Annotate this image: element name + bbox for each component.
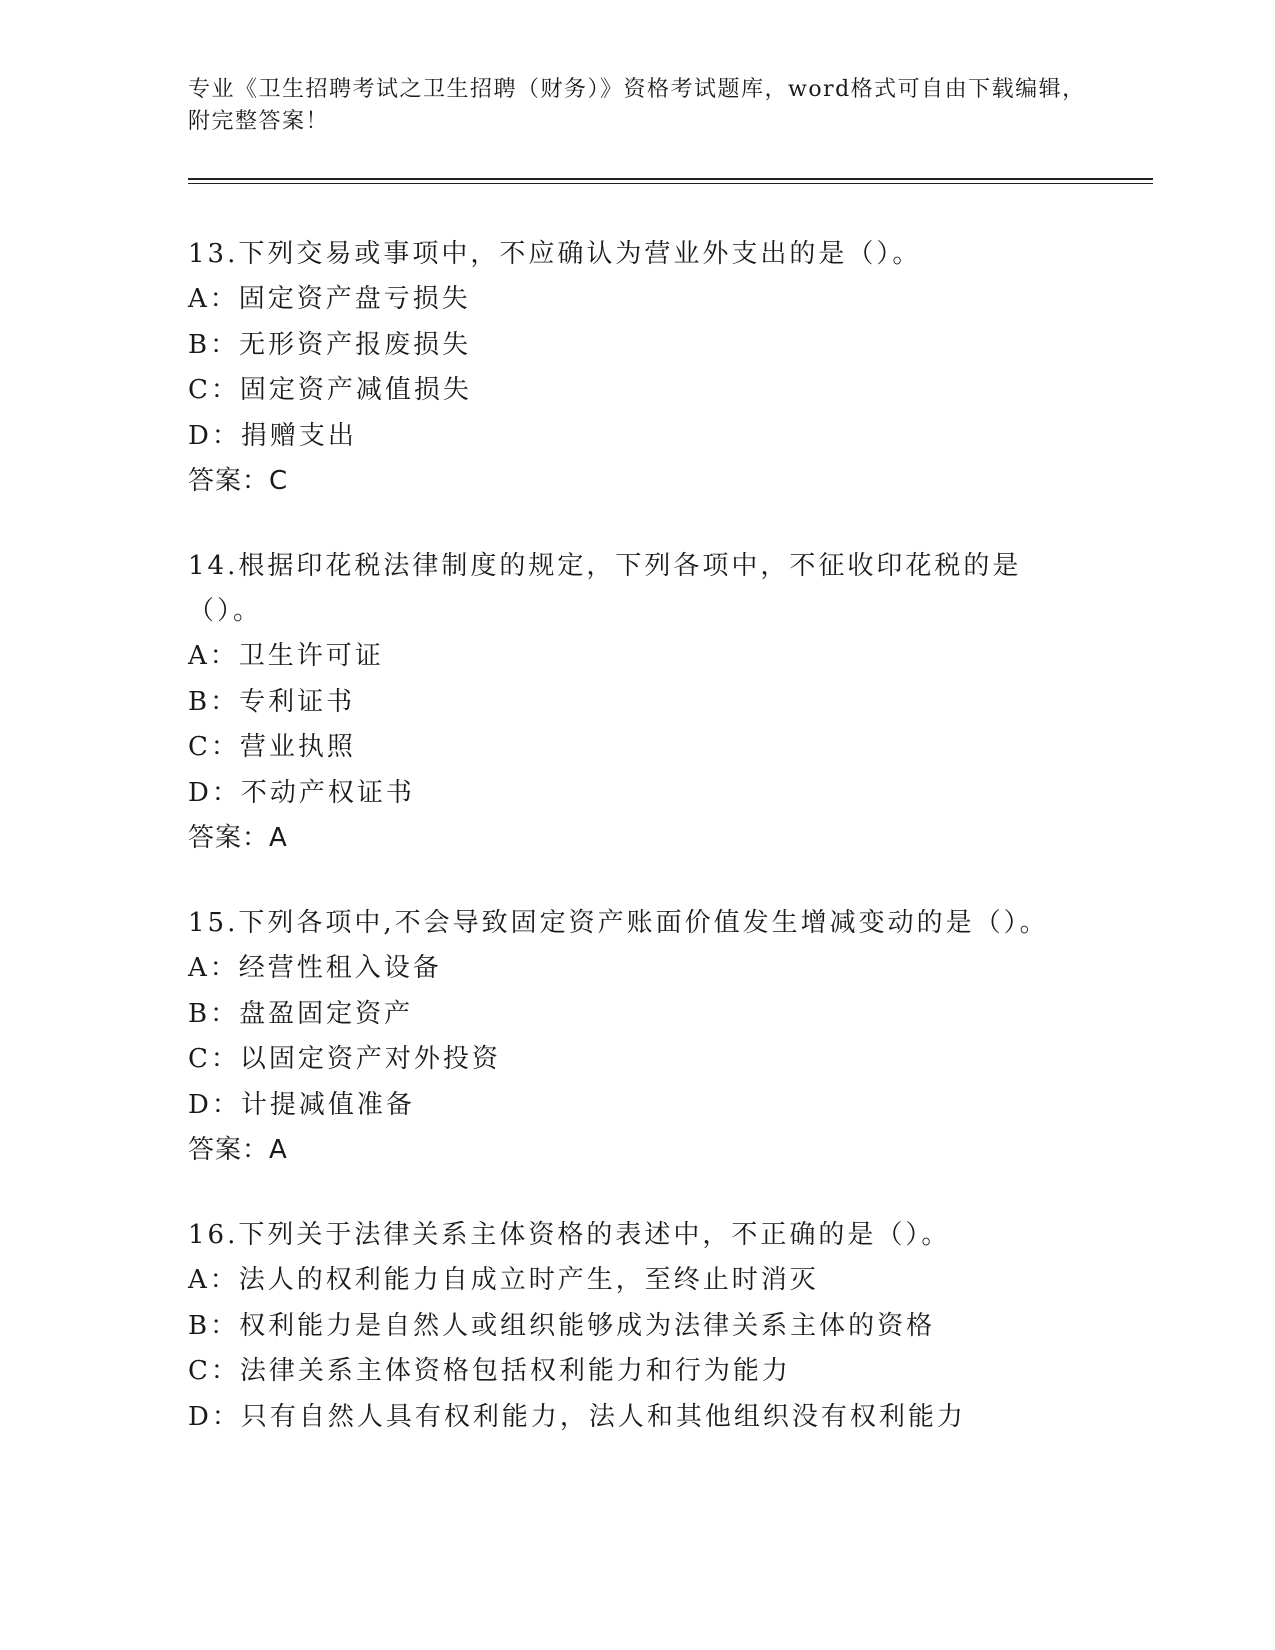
option-d: D：计提减值准备: [188, 1089, 415, 1120]
question-stem: 16.下列关于法律关系主体资格的表述中，不正确的是（）。: [188, 1220, 951, 1250]
question-stem: 15.下列各项中,不会导致固定资产账面价值发生增减变动的是（）。: [188, 908, 1049, 938]
option-a: A：卫生许可证: [188, 641, 384, 671]
option-a: A：法人的权利能力自成立时产生，至终止时消灭: [188, 1265, 819, 1295]
option-c: C：固定资产减值损失: [188, 375, 472, 405]
answer-text: 答案：C: [188, 466, 289, 496]
option-b: B：无形资产报废损失: [188, 329, 472, 360]
answer-text: 答案：A: [188, 823, 288, 853]
option-a: A：固定资产盘亏损失: [188, 284, 471, 314]
option-b: B：专利证书: [188, 686, 356, 717]
option-d: D：捐赠支出: [188, 420, 357, 451]
header-divider-thin: [188, 183, 1153, 184]
option-c: C：法律关系主体资格包括权利能力和行为能力: [188, 1356, 791, 1386]
option-c: C：以固定资产对外投资: [188, 1044, 501, 1074]
question-15: [188, 901, 1088, 1173]
question-13: [188, 232, 1088, 504]
header-divider: [188, 178, 1153, 180]
option-a: A：经营性租入设备: [188, 953, 442, 983]
option-d: D：只有自然人具有权利能力，法人和其他组织没有权利能力: [188, 1401, 966, 1432]
option-c: C：营业执照: [188, 732, 356, 762]
answer-text: 答案：A: [188, 1135, 288, 1165]
question-list: [188, 232, 1088, 1480]
question-14: [188, 544, 1088, 861]
question-stem: 13.下列交易或事项中，不应确认为营业外支出的是（）。: [188, 239, 922, 269]
option-b: B：盘盈固定资产: [188, 998, 414, 1029]
question-stem: 14.根据印花税法律制度的规定，下列各项中，不征收印花税的是（）。: [188, 551, 1022, 626]
question-16: [188, 1213, 1088, 1440]
document-header: 专业《卫生招聘考试之卫生招聘（财务）》资格考试题库，word格式可自由下载编辑，附完整答案！: [188, 77, 1086, 134]
option-b: B：权利能力是自然人或组织能够成为法律关系主体的资格: [188, 1310, 936, 1341]
option-d: D：不动产权证书: [188, 777, 415, 808]
